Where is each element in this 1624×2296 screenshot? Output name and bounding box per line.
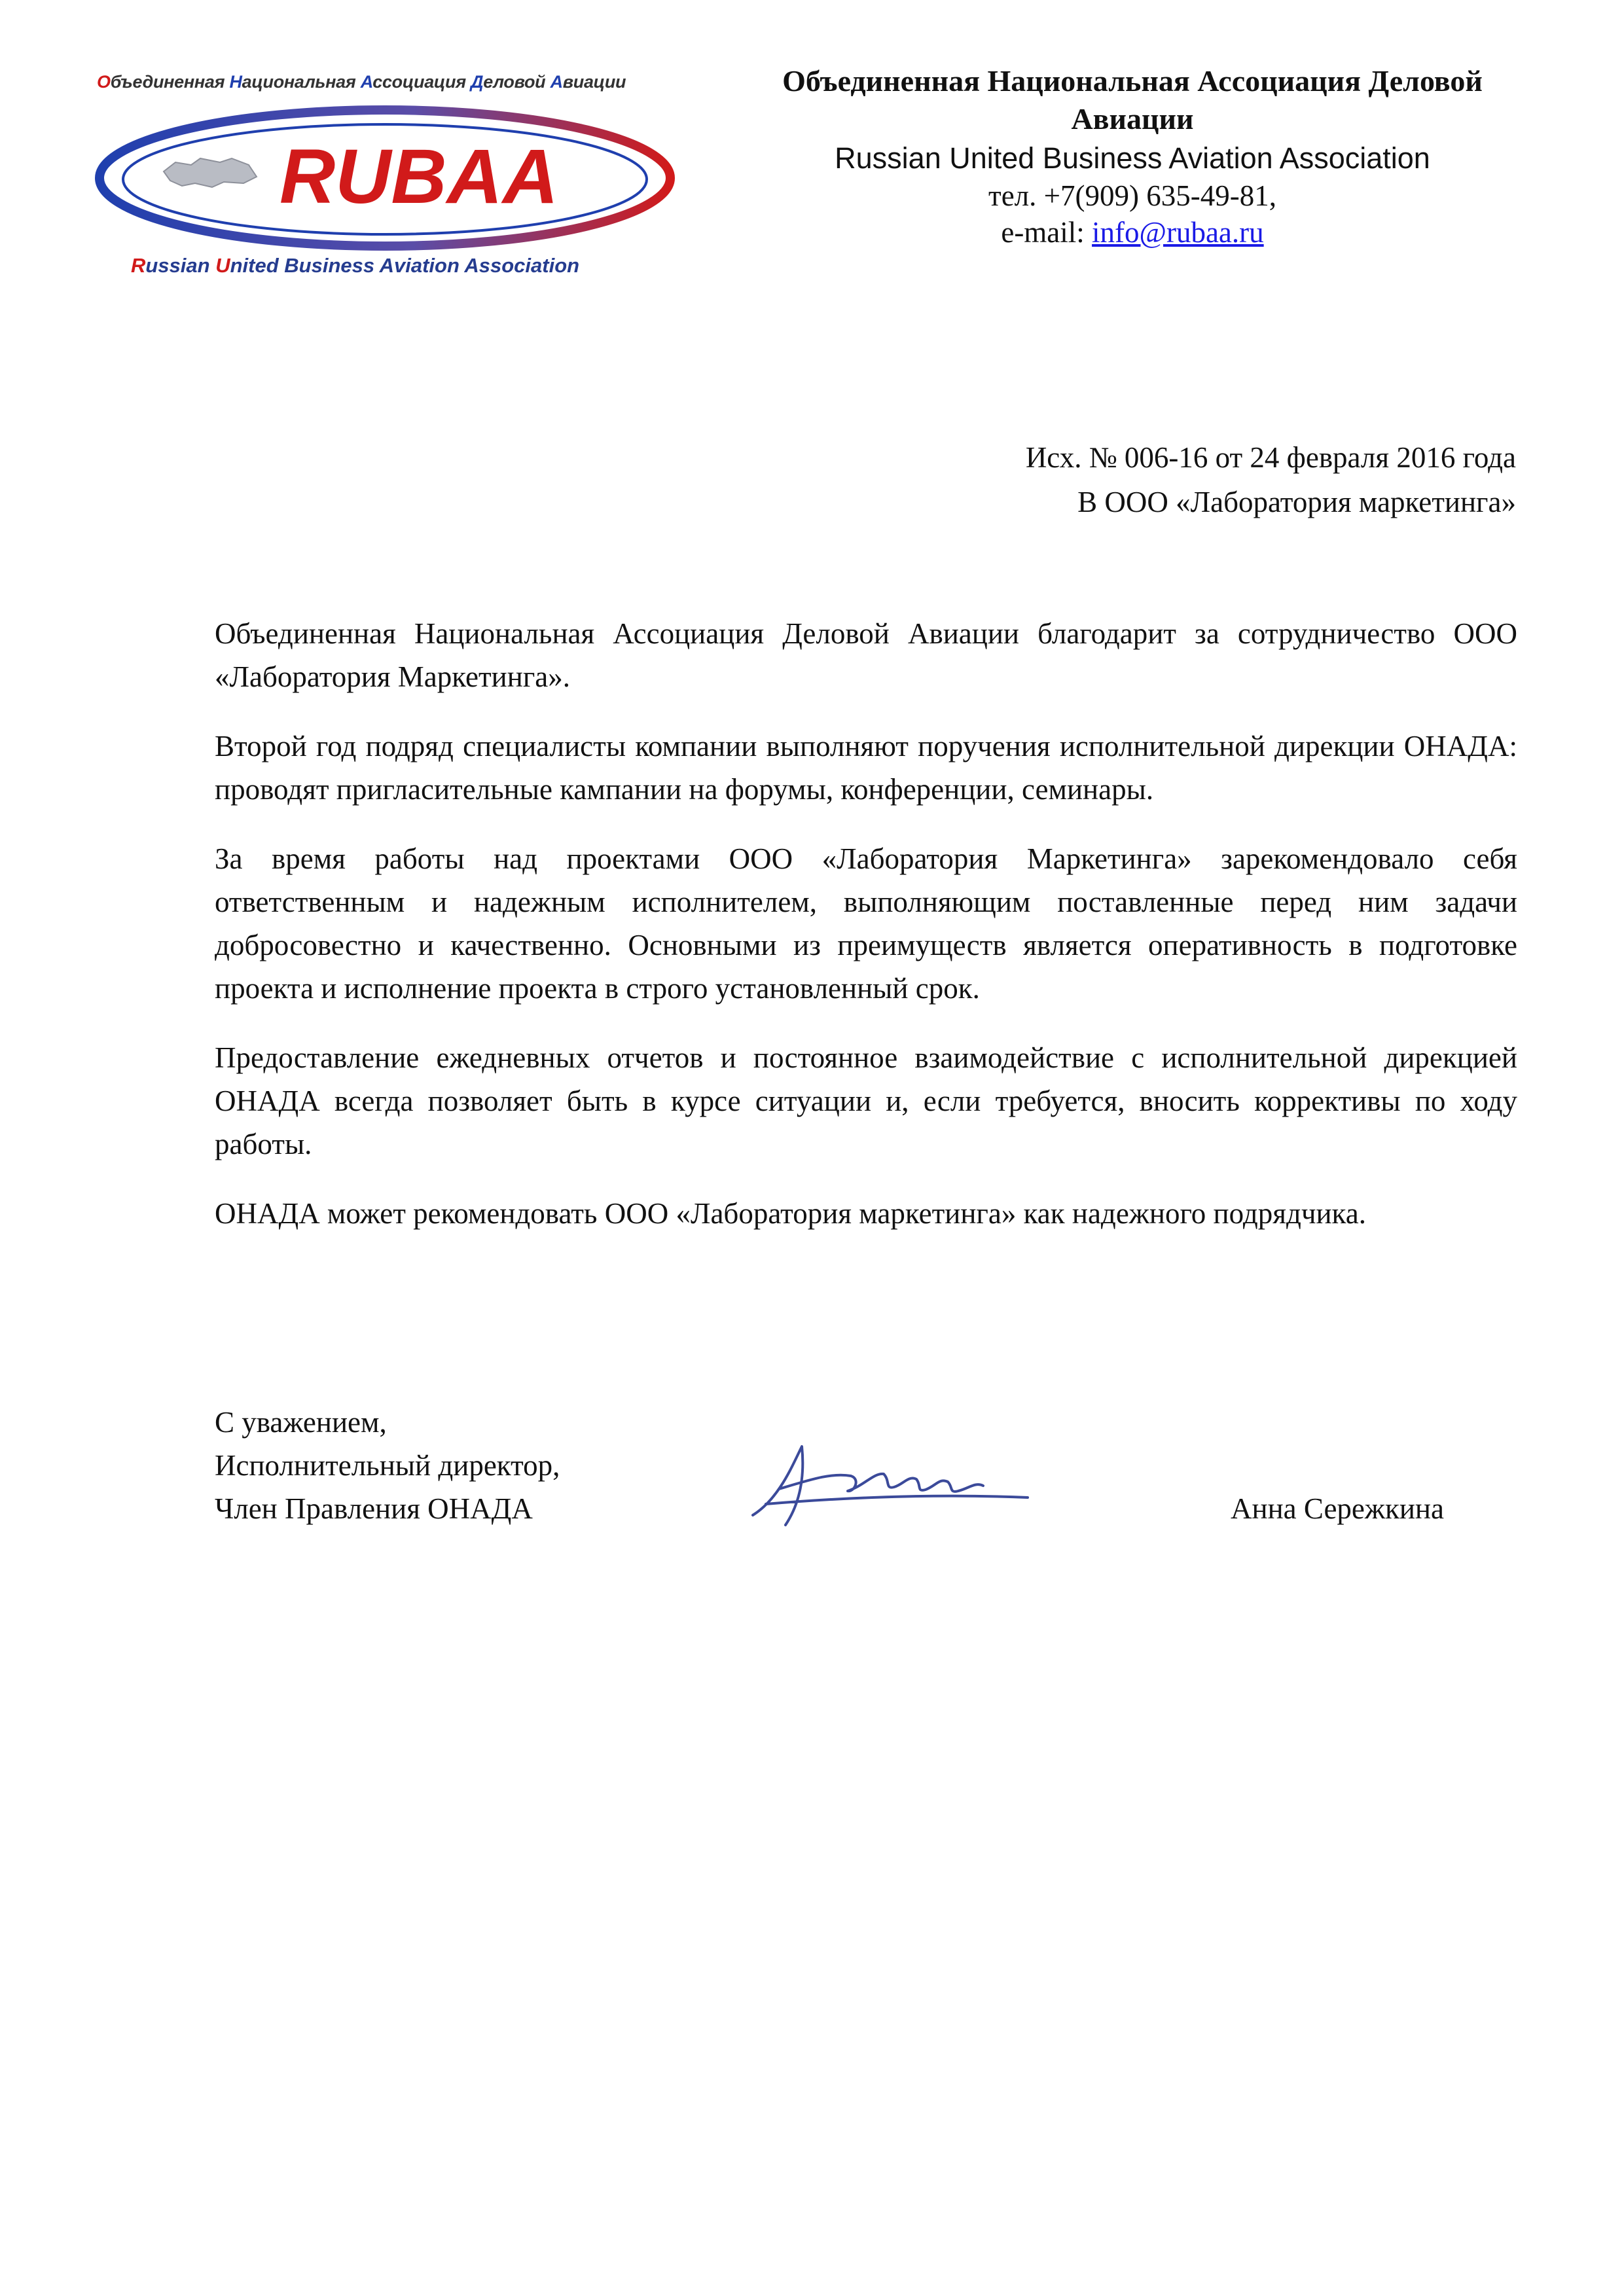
org-name-ru-line1: Объединенная Национальная Ассоциация Деловой — [782, 64, 1483, 98]
closing-block — [215, 1401, 560, 1530]
body-paragraph: Предоставление ежедневных отчетов и постоянное взаимодействие с исполнительной дирекцией ОНАДА всегда позволяет быть в курсе ситуации и, если требуется, вносить коррективы по ходу работы. — [215, 1041, 1517, 1160]
logo-top-part: ссоциация — [372, 72, 471, 92]
logo-bottom-part: A — [464, 254, 479, 277]
phone: тел. +7(909) 635-49-81, — [988, 179, 1276, 212]
logo-top-part: еловой — [483, 72, 550, 92]
letterhead — [720, 62, 1545, 251]
logo-bottom-caption — [131, 254, 579, 278]
email-label: e-mail: — [1001, 216, 1092, 249]
logo-bottom-part: ussian — [145, 254, 216, 277]
logo-bottom-part: viation — [393, 254, 465, 277]
signer-role: Член Правления ОНАДА — [215, 1492, 533, 1525]
body-paragraph: За время работы над проектами ООО «Лаборатория Маркетинга» зарекомендовало себя ответственным и надежным исполнителем, выполняющим поставленные перед ним задачи добросовестно и качественно. Основными из преимуществ является оперативность в подготовке проекта и исполнение проекта в строго установленный срок. — [215, 842, 1517, 1005]
body-paragraph: Объединенная Национальная Ассоциация Деловой Авиации благодарит за сотрудничество ООО «Лаборатория Маркетинга». — [215, 617, 1517, 693]
logo-top-part: А — [550, 72, 563, 92]
logo-top-part: бъединенная — [110, 72, 230, 92]
closing-line: С уважением, — [215, 1406, 387, 1439]
body-paragraph: ОНАДА может рекомендовать ООО «Лаборатория маркетинга» как надежного подрядчика. — [215, 1197, 1366, 1230]
logo-top-part: Н — [229, 72, 242, 92]
logo-top-part: виации — [562, 72, 626, 92]
signer-name: Анна Сережкина — [1231, 1492, 1444, 1525]
body-paragraph: Второй год подряд специалисты компании выполняют поручения исполнительной дирекции ОНАДА: проводят пригласительные кампании на форумы, конференции, семинары. — [215, 730, 1517, 806]
signer-title: Исполнительный директор, — [215, 1449, 560, 1482]
logo-bottom-part: usiness — [298, 254, 380, 277]
reference-number: Исх. № 006-16 от 24 февраля 2016 года — [1025, 441, 1516, 474]
signature-mark — [740, 1427, 1041, 1532]
org-name-ru-line2: Авиации — [1071, 102, 1194, 135]
email-line — [720, 214, 1545, 251]
logo-top-caption — [97, 72, 626, 92]
logo-top-part: А — [360, 72, 373, 92]
logo-bottom-part: nited — [230, 254, 285, 277]
addressee: В ООО «Лаборатория маркетинга» — [1077, 486, 1516, 518]
logo-bottom-part: R — [131, 254, 146, 277]
logo-bottom-part: ssociation — [478, 254, 580, 277]
logo-bottom-part: U — [215, 254, 230, 277]
letter-body — [215, 612, 1517, 1261]
logo-brand: RUBAA — [279, 134, 559, 220]
logo-top-part: ациональная — [242, 72, 361, 92]
org-name-en: Russian United Business Aviation Association — [835, 141, 1430, 175]
email-link[interactable]: info@rubaa.ru — [1092, 216, 1264, 249]
logo-bottom-part: B — [284, 254, 299, 277]
logo-bottom-part: A — [379, 254, 394, 277]
outgoing-reference — [1026, 435, 1516, 524]
logo-emblem — [92, 98, 681, 255]
rubaa-logo — [92, 72, 681, 288]
logo-top-part: О — [97, 72, 111, 92]
logo-top-part: Д — [471, 72, 484, 92]
russia-map-icon — [164, 158, 257, 187]
